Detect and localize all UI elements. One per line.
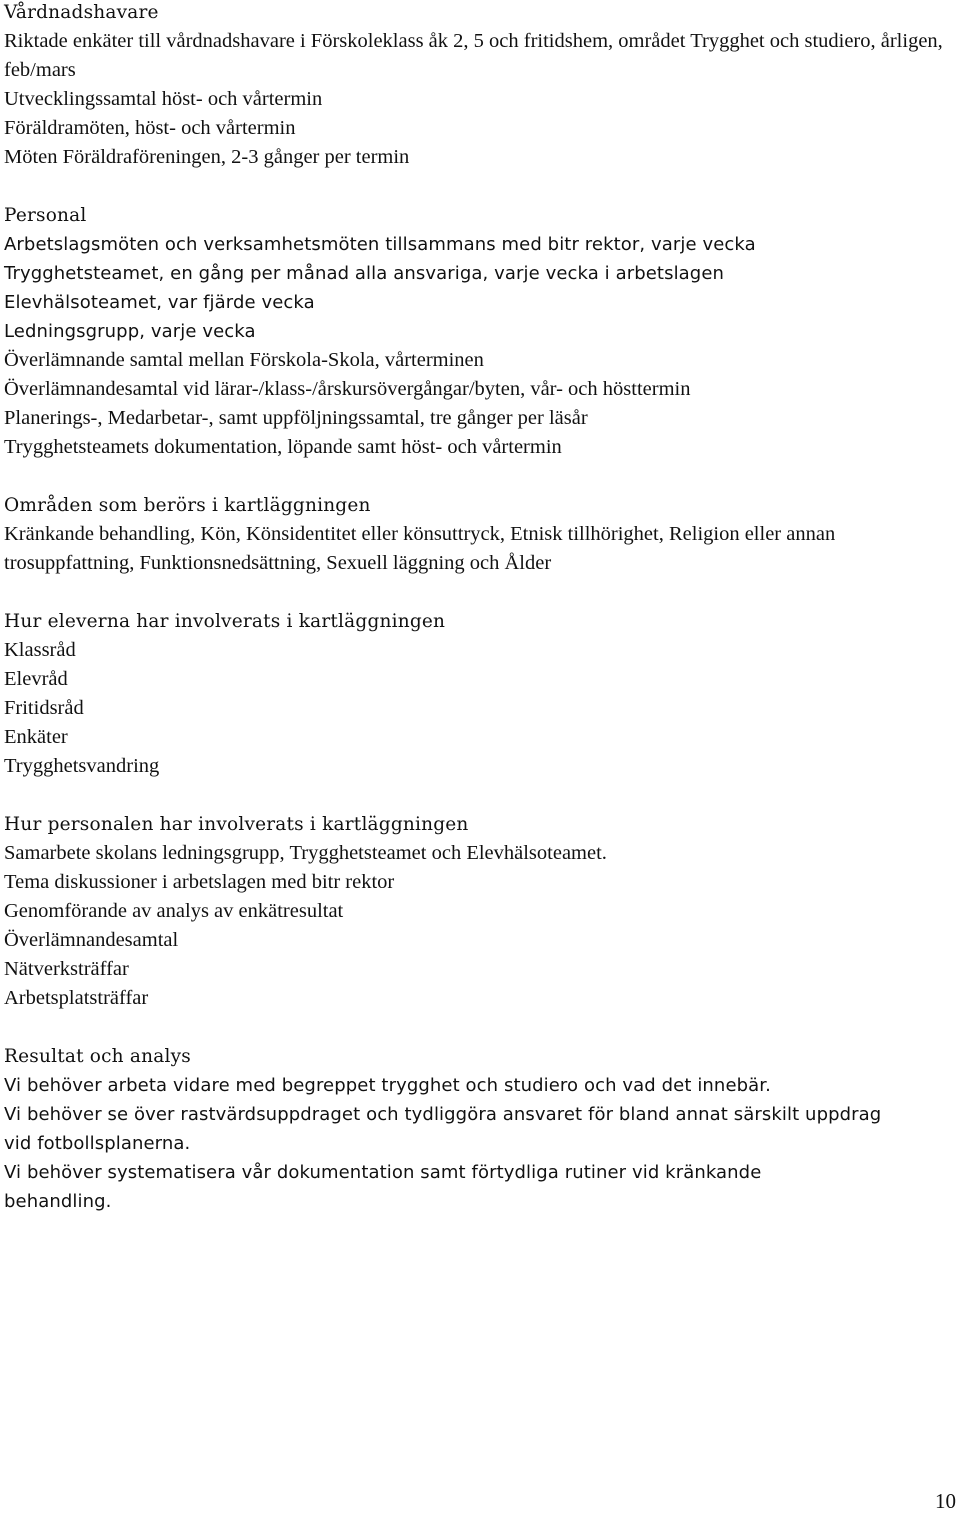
- text-line: Vi behöver systematisera vår dokumentation samt förtydliga rutiner vid kränkande behandling.: [4, 1162, 762, 1212]
- text-line: Vi behöver arbeta vidare med begreppet trygghet och studiero och vad det innebär.: [4, 1075, 771, 1096]
- list-item: Arbetsplatsträffar: [4, 987, 149, 1009]
- section-personal: [4, 201, 956, 462]
- list-item: Trygghetsvandring: [4, 755, 160, 777]
- text-line: Kränkande behandling, Kön, Könsidentitet eller könsuttryck, Etnisk tillhörighet, Religion eller annan trosuppfattning, Funktionsnedsättning, Sexuell läggning och Ålder: [4, 523, 836, 574]
- section-heading: Resultat och analys: [4, 1046, 191, 1067]
- text-line: Vi behöver se över rastvärdsuppdraget och tydliggöra ansvaret för bland annat särskilt uppdrag vid fotbollsplanerna.: [4, 1104, 882, 1154]
- section-heading: Hur eleverna har involverats i kartläggningen: [4, 611, 446, 632]
- document-body: [4, 0, 956, 1216]
- text-line: Elevhälsoteamet, var fjärde vecka: [4, 292, 315, 313]
- section-heading: Vårdnadshavare: [4, 2, 159, 23]
- text-line: Riktade enkäter till vårdnadshavare i Förskoleklass åk 2, 5 och fritidshem, området Trygghet och studiero, årligen, feb/mars: [4, 30, 943, 81]
- section-heading: Personal: [4, 205, 87, 226]
- list-item: Klassråd: [4, 639, 76, 661]
- text-line: Möten Föräldraföreningen, 2-3 gånger per termin: [4, 146, 410, 168]
- text-line: Ledningsgrupp, varje vecka: [4, 321, 256, 342]
- section-omraden: [4, 491, 956, 578]
- list-item: Fritidsråd: [4, 697, 84, 719]
- text-line: Överlämnande samtal mellan Förskola-Skola, vårterminen: [4, 349, 484, 371]
- list-item: Tema diskussioner i arbetslagen med bitr rektor: [4, 871, 395, 893]
- list-item: Samarbete skolans ledningsgrupp, Trygghetsteamet och Elevhälsoteamet.: [4, 842, 607, 864]
- list-item: Enkäter: [4, 726, 68, 748]
- text-line: Trygghetsteamet, en gång per månad alla ansvariga, varje vecka i arbetslagen: [4, 263, 725, 284]
- section-vardnadshavare: [4, 0, 956, 172]
- text-line: Överlämnandesamtal vid lärar-/klass-/årskursövergångar/byten, vår- och hösttermin: [4, 378, 691, 400]
- text-line: Trygghetsteamets dokumentation, löpande samt höst- och vårtermin: [4, 436, 562, 458]
- list-item: Genomförande av analys av enkätresultat: [4, 900, 344, 922]
- section-heading: Områden som berörs i kartläggningen: [4, 495, 371, 516]
- list-item: Elevråd: [4, 668, 68, 690]
- list-item: Överlämnandesamtal: [4, 929, 179, 951]
- text-line: Planerings-, Medarbetar-, samt uppföljningssamtal, tre gånger per läsår: [4, 407, 588, 429]
- text-line: Arbetslagsmöten och verksamhetsmöten tillsammans med bitr rektor, varje vecka: [4, 234, 756, 255]
- list-item: Nätverksträffar: [4, 958, 129, 980]
- section-resultat: [4, 1042, 956, 1216]
- section-eleverna: [4, 607, 956, 781]
- text-line: Utvecklingssamtal höst- och vårtermin: [4, 88, 323, 110]
- page-number: 10: [935, 1489, 956, 1513]
- section-heading: Hur personalen har involverats i kartläggningen: [4, 814, 469, 835]
- section-personalen: [4, 810, 956, 1013]
- text-line: Föräldramöten, höst- och vårtermin: [4, 117, 296, 139]
